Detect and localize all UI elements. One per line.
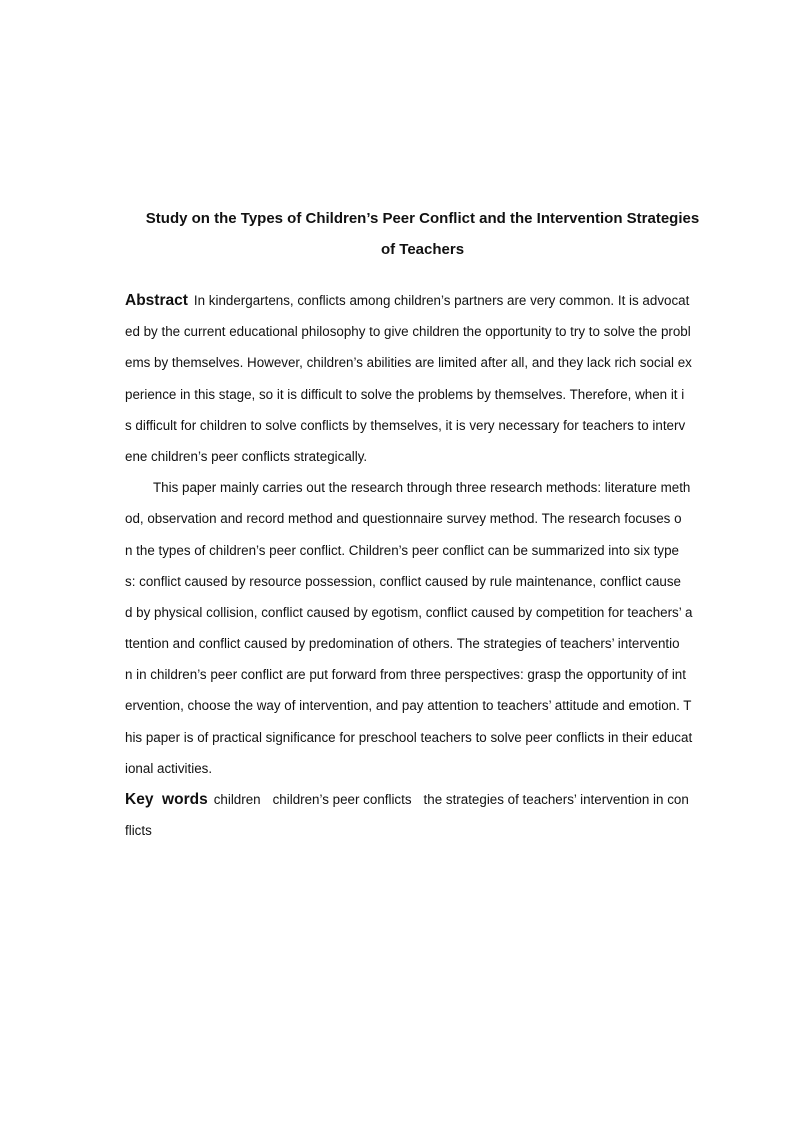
abstract-text-line: ene children’s peer conflicts strategically. (125, 448, 368, 464)
abstract-text-line: n the types of children’s peer conflict. Children’s peer conflict can be summarized into six type (125, 542, 680, 558)
title-line-2: of Teachers (380, 241, 465, 258)
abstract-text-line: od, observation and record method and questionnaire survey method. The research focuses o (125, 511, 682, 527)
abstract-first-line (125, 285, 730, 316)
keyword-item: the strategies of teachers’ intervention in con (423, 792, 689, 807)
keywords-heading: Key words (125, 791, 208, 808)
abstract-text-line: ttention and conflict caused by predomination of others. The strategies of teachers’ interventio (125, 636, 680, 652)
abstract-text-line: d by physical collision, conflict caused by egotism, conflict caused by competition for teachers’ a (125, 604, 693, 620)
abstract-text-line: perience in this stage, so it is difficult to solve the problems by themselves. Therefore, when it i (125, 386, 685, 402)
abstract-text-line: s difficult for children to solve conflicts by themselves, it is very necessary for teachers to interv (125, 417, 686, 433)
abstract-text-line: ervention, choose the way of intervention, and pay attention to teachers’ attitude and emotion. T (125, 698, 692, 714)
abstract-text-line: ional activities. (125, 760, 213, 776)
abstract-text-line: s: conflict caused by resource possession, conflict caused by rule maintenance, conflict cause (125, 573, 681, 589)
keywords-line (125, 784, 730, 815)
abstract-section (125, 285, 730, 846)
abstract-text-line: n in children’s peer conflict are put forward from three perspectives: grasp the opportunity of int (125, 667, 686, 683)
abstract-text-line: This paper mainly carries out the research through three research methods: literature meth (153, 480, 691, 496)
abstract-text-line: his paper is of practical significance for preschool teachers to solve peer conflicts in their educat (125, 729, 693, 745)
title-line-1: Study on the Types of Children’s Peer Conflict and the Intervention Strategies (145, 210, 700, 227)
abstract-heading: Abstract (125, 292, 188, 309)
abstract-text-line: In kindergartens, conflicts among children’s partners are very common. It is advocat (193, 293, 690, 308)
abstract-text-line: ed by the current educational philosophy to give children the opportunity to try to solve the probl (125, 324, 691, 340)
keywords-continuation: flicts (125, 823, 152, 839)
paper-title (100, 203, 745, 265)
keyword-item: children’s peer conflicts (272, 792, 412, 807)
abstract-text-line: ems by themselves. However, children’s abilities are limited after all, and they lack rich social ex (125, 355, 692, 371)
keyword-item: children (213, 792, 261, 807)
